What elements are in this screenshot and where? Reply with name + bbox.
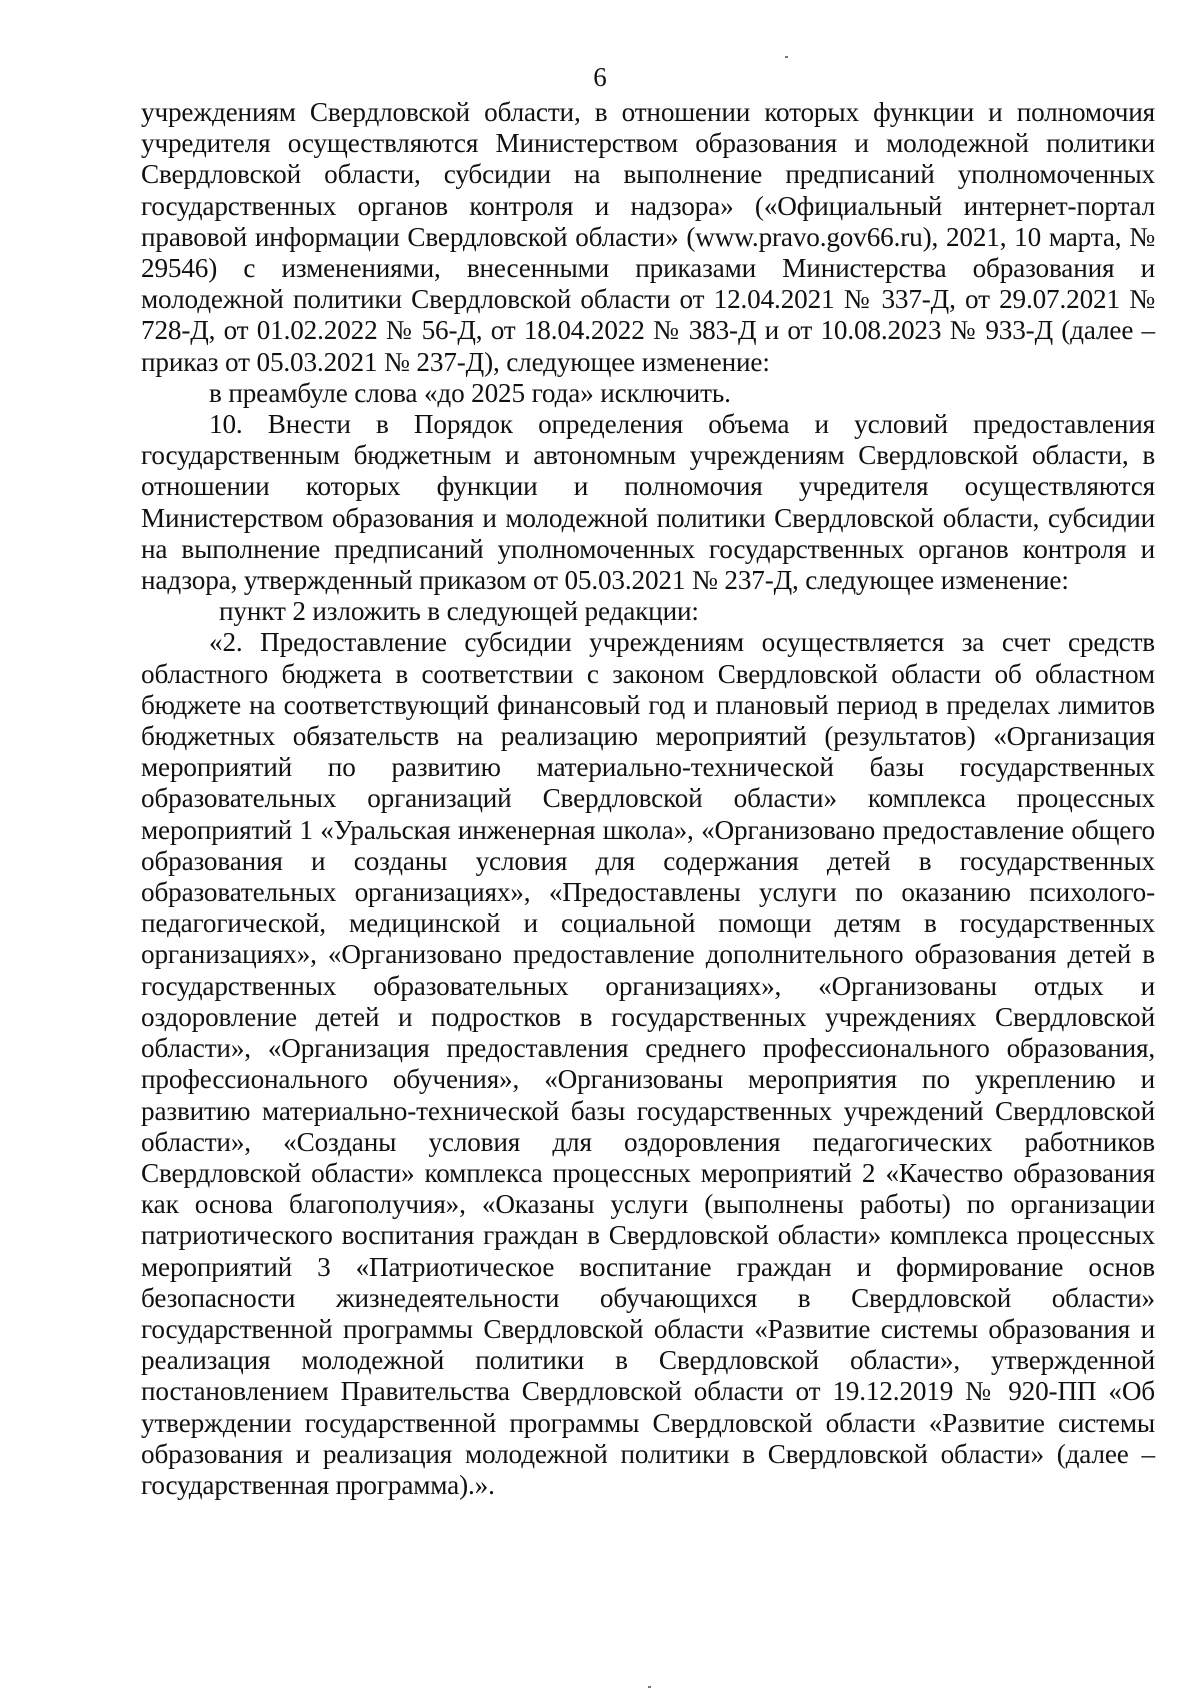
paragraph-preamble-change: в преамбуле слова «до 2025 года» исключить.: [209, 377, 731, 408]
paragraph-item-10: 10. Внести в Порядок определения объема и условий предоставления государственным бюджетным и автономным учреждениям Свердловской области, в отношении которых функции и полномочия учредителя осуществляются Министерством образования и молодежной политики Свердловской области, субсидии на выполнение предписаний уполномоченных государственных органов контроля и надзора, утвержденный приказом от 05.03.2021 № 237-Д, следующее изменение:: [141, 409, 1155, 596]
document-body: [141, 97, 1155, 1501]
paragraph-continuation: учреждениям Свердловской области, в отношении которых функции и полномочия учредителя осуществляются Министерством образования и молодежной политики Свердловской области, субсидии на выполнение предписаний уполномоченных государственных органов контроля и надзора» («Официальный интернет-портал правовой информации Свердловской области» (www.pravo.gov66.ru), 2021, 10 марта, № 29546) с изменениями, внесенными приказами Министерства образования и молодежной политики Свердловской области от 12.04.2021 № 337-Д, от 29.07.2021 № 728-Д, от 01.02.2022 № 56-Д, от 18.04.2022 № 383-Д и от 10.08.2023 № 933-Д (далее – приказ от 05.03.2021 № 237-Д), следующее изменение:: [141, 97, 1155, 377]
scan-speck: [785, 56, 788, 58]
scan-speck: [648, 1686, 651, 1688]
paragraph-point-2-instruction: пункт 2 изложить в следующей редакции:: [219, 596, 699, 627]
paragraph-point-2-text: «2. Предоставление субсидии учреждениям осуществляется за счет средств областного бюджета в соответствии с законом Свердловской области об областном бюджете на соответствующий финансовый год и плановый период в пределах лимитов бюджетных обязательств на реализацию мероприятий (результатов) «Организация мероприятий по развитию материально-технической базы государственных образовательных организаций Свердловской области» комплекса процессных мероприятий 1 «Уральская инженерная школа», «Организовано предоставление общего образования и созданы условия для содержания детей в государственных образовательных организациях», «Предоставлены услуги по оказанию психолого-педагогической, медицинской и социальной помощи детям в государственных организациях», «Организовано предоставление дополнительного образования детей в государственных образовательных организациях», «Организованы отдых и оздоровление детей и подростков в государственных учреждениях Свердловской области», «Организация предоставления среднего профессионального образования, профессионального обучения», «Организованы мероприятия по укреплению и развитию материально-технической базы государственных учреждений Свердловской области», «Созданы условия для оздоровления педагогических работников Свердловской области» комплекса процессных мероприятий 2 «Качество образования как основа благополучия», «Оказаны услуги (выполнены работы) по организации патриотического воспитания граждан в Свердловской области» комплекса процессных мероприятий 3 «Патриотическое воспитание граждан и формирование основ безопасности жизнедеятельности обучающихся в Свердловской области» государственной программы Свердловской области «Развитие системы образования и реализация молодежной политики в Свердловской области», утвержденной постановлением Правительства Свердловской области от 19.12.2019 № 920-ПП «Об утверждении государственной программы Свердловской области «Развитие системы образования и реализация молодежной политики в Свердловской области» (далее – государственная программа).».: [141, 627, 1155, 1500]
page-number: 6: [593, 62, 607, 92]
